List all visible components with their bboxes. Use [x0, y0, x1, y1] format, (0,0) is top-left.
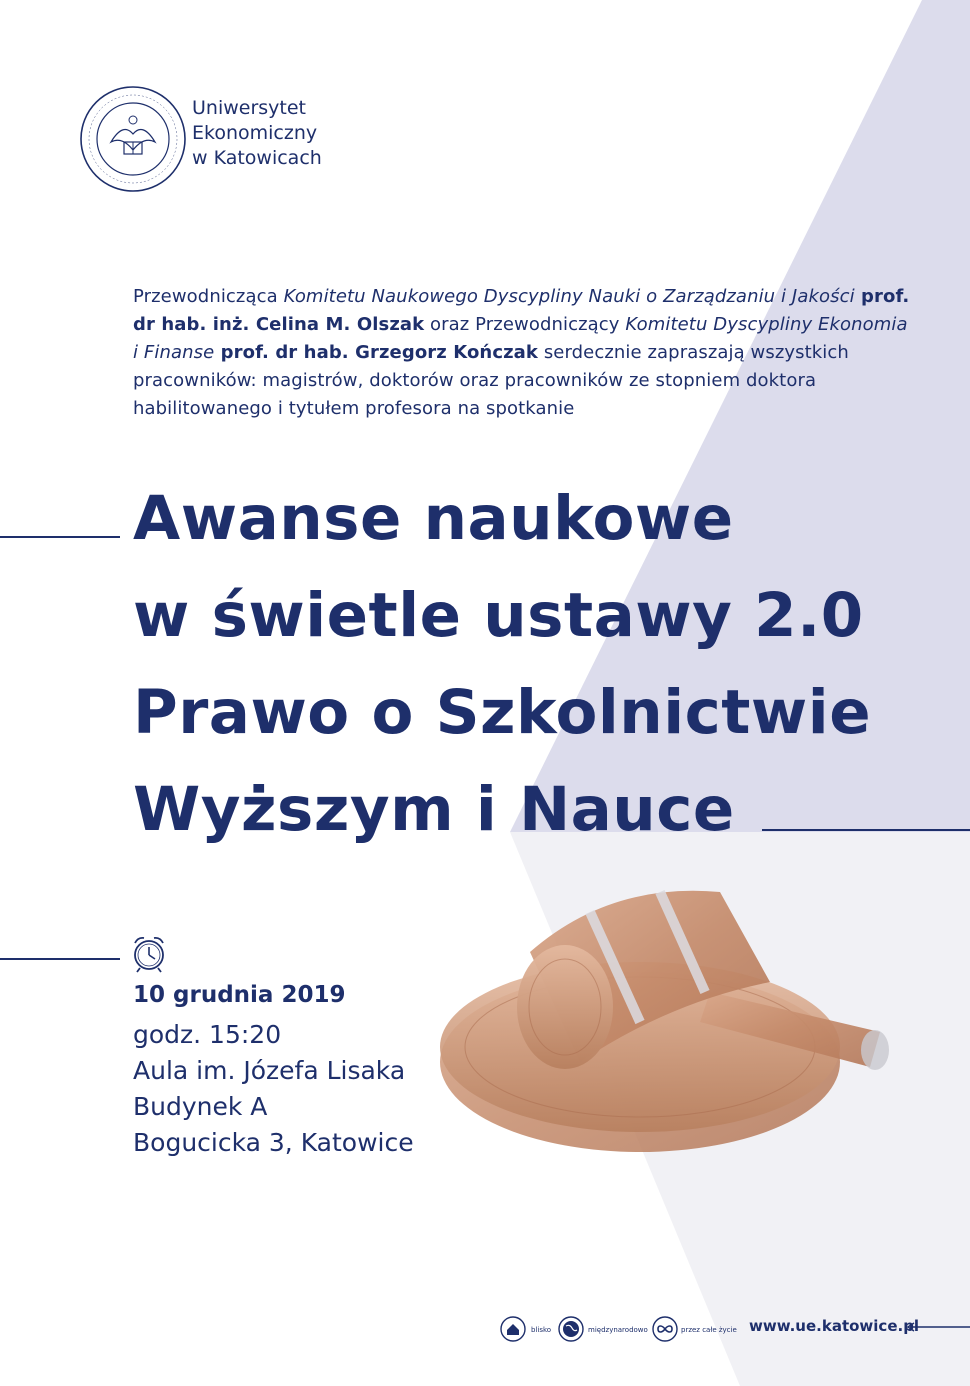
intro-part-2: oraz Przewodniczący [424, 314, 626, 335]
house-icon [500, 1316, 526, 1342]
title-line-4: Wyższym i Nauce [133, 774, 735, 845]
alarm-clock-icon [130, 933, 168, 973]
university-name-line2: Ekonomiczny [192, 122, 318, 144]
title-line-2: w świetle ustawy 2.0 [133, 580, 864, 651]
event-time: godz. 15:20 [133, 1020, 282, 1049]
footer-tag-close: blisko [531, 1326, 552, 1334]
footer-tag-lifelong: przez całe życie [681, 1326, 737, 1334]
arrow-left-icon [906, 1322, 970, 1332]
title-line-1: Awanse naukowe [133, 483, 734, 554]
footer-tag-international: międzynarodowo [588, 1326, 648, 1334]
gavel-illustration [410, 862, 970, 1202]
accent-line-title [0, 536, 120, 538]
infinity-icon [652, 1316, 678, 1342]
title-line-3: Prawo o Szkolnictwie [133, 677, 872, 748]
university-name-line3: w Katowicach [192, 147, 322, 169]
intro-person-1: prof. dr hab. inż. Celina M. Olszak [133, 286, 910, 335]
intro-part-3: serdecznie zapraszają wszystkich pracowników: magistrów, doktorów oraz pracowników ze stopniem doktora habilitowanego i tytułem profesora na spotkanie [133, 342, 849, 419]
event-date: 10 grudnia 2019 [133, 982, 346, 1008]
intro-part-1: Przewodnicząca [133, 286, 284, 307]
intro-committee-2: Komitetu Dyscypliny Ekonomia i Finanse [133, 314, 908, 363]
intro-committee-1: Komitetu Naukowego Dyscypliny Nauki o Zarządzaniu i Jakości [283, 286, 855, 307]
event-address: Bogucicka 3, Katowice [133, 1128, 414, 1157]
university-name [192, 96, 322, 171]
event-hall: Aula im. Józefa Lisaka [133, 1056, 406, 1085]
university-name-line1: Uniwersytet [192, 97, 306, 119]
invitation-text [133, 283, 913, 423]
globe-icon [558, 1316, 584, 1342]
event-details [133, 1017, 414, 1161]
website-url[interactable]: www.ue.katowice.pl [749, 1317, 920, 1335]
intro-person-2: prof. dr hab. Grzegorz Kończak [214, 342, 538, 363]
event-title [133, 470, 871, 858]
university-seal-logo [78, 84, 188, 194]
event-building: Budynek A [133, 1092, 268, 1121]
accent-line-clock [0, 958, 120, 960]
